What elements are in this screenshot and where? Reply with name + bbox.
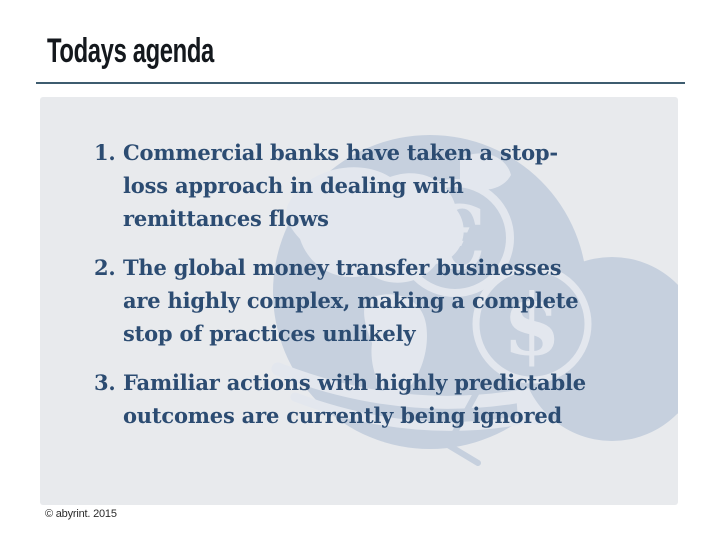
agenda-item-2-number: 2. [94,255,116,280]
agenda-item-1 [94,136,594,235]
agenda-item-3 [94,366,594,432]
agenda-list [94,136,594,448]
page-title: Todays agenda [47,32,214,70]
svg-text:$: $ [502,275,562,374]
agenda-item-2-text: The global money transfer businesses are highly complex, making a complete stop of practices unlikely [123,255,579,346]
content-panel [40,97,678,505]
copyright-text: © abyrint. 2015 [45,508,117,520]
agenda-item-2 [94,251,594,350]
agenda-item-1-text: Commercial banks have taken a stop-loss approach in dealing with remittances flows [123,140,558,231]
svg-text:€: € [424,186,486,290]
agenda-item-3-number: 3. [94,370,116,395]
title-divider-rule [36,82,685,84]
agenda-item-1-number: 1. [94,140,116,165]
agenda-item-3-text: Familiar actions with highly predictable outcomes are currently being ignored [123,370,586,428]
